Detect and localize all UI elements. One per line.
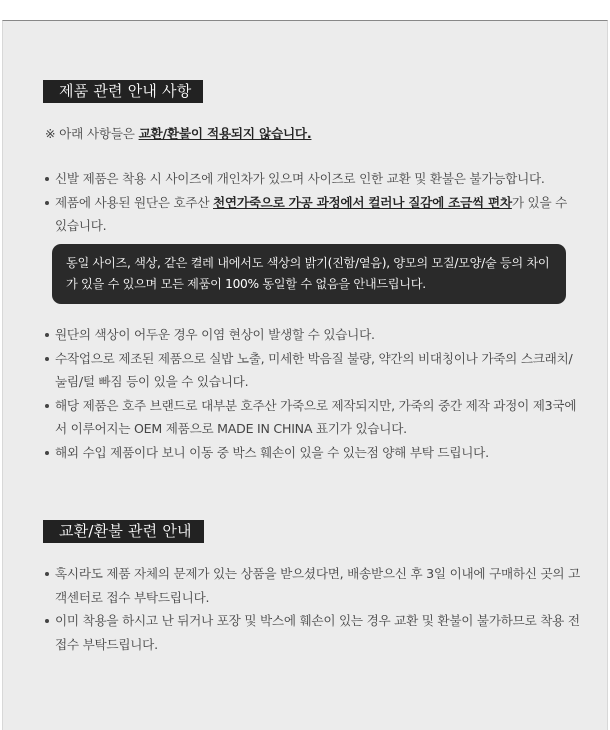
list-item: 제품에 사용된 원단은 호주산 천연가죽으로 가공 과정에서 컬러나 질감에 조금씩 편차가 있을 수 있습니다. [40, 191, 580, 238]
notice-emphasis: 교환/환불이 적용되지 않습니다. [138, 126, 312, 141]
list-item: 해당 제품은 호주 브랜드로 대부분 호주산 가죽으로 제작되지만, 가죽의 중간 제작 과정이 제3국에서 이루어지는 OEM 제품으로 MADE IN CHINA 표기가 있습니다. [40, 394, 580, 441]
non-refundable-notice [45, 123, 311, 142]
product-notice-list-b [40, 323, 580, 464]
product-notice-title: 제품 관련 안내 사항 [43, 80, 203, 103]
list-item: 혹시라도 제품 자체의 문제가 있는 상품을 받으셨다면, 배송받으신 후 3일 이내에 구매하신 곳의 고객센터로 접수 부탁드립니다. [40, 562, 580, 609]
list-item: 해외 수입 제품이다 보니 이동 중 박스 훼손이 있을 수 있는점 양해 부탁 드립니다. [40, 441, 580, 465]
list-item: 신발 제품은 착용 시 사이즈에 개인차가 있으며 사이즈로 인한 교환 및 환불은 불가능합니다. [40, 167, 580, 191]
notice-prefix: ※ 아래 사항들은 [45, 126, 139, 141]
product-notice-list-a [40, 167, 580, 238]
list-item: 수작업으로 제조된 제품으로 실밥 노출, 미세한 박음질 불량, 약간의 비대칭이나 가죽의 스크래치/눌림/털 빠짐 등이 있을 수 있습니다. [40, 347, 580, 394]
exchange-refund-title: 교환/환불 관련 안내 [43, 520, 204, 543]
list-item: 이미 착용을 하시고 난 뒤거나 포장 및 박스에 훼손이 있는 경우 교환 및 환불이 불가하므로 착용 전 접수 부탁드립니다. [40, 609, 580, 656]
variation-notice-box: 동일 사이즈, 색상, 같은 켤레 내에서도 색상의 밝기(진함/옅음), 양모의 모질/모양/숱 등의 차이가 있을 수 있으며 모든 제품이 100% 동일할 수 없음을 안내드립니다. [52, 244, 566, 304]
exchange-refund-list [40, 562, 580, 656]
list-item: 원단의 색상이 어두운 경우 이염 현상이 발생할 수 있습니다. [40, 323, 580, 347]
